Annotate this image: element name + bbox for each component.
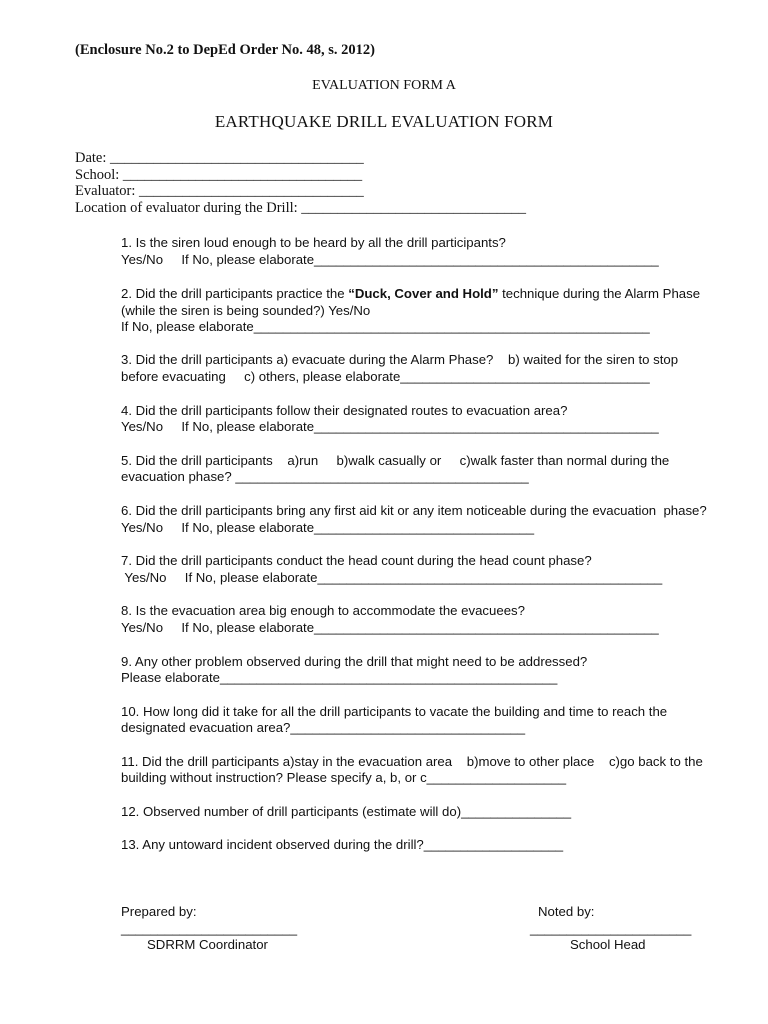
noted-role: School Head [570,937,646,952]
answer-line[interactable]: Yes/No If No, please elaborate_______________________________________________ [121,570,663,585]
location-field[interactable]: Location of evaluator during the Drill: _______________________________ [75,200,527,216]
answer-line[interactable]: Yes/No If No, please elaborate_______________________________________________ [121,620,659,635]
prepared-role: SDRRM Coordinator [147,937,268,952]
enclosure-note: (Enclosure No.2 to DepEd Order No. 48, s. 2012) [75,42,375,58]
question-12[interactable]: 12. Observed number of drill participants (estimate will do)_______________ [121,804,572,819]
prepared-by-label: Prepared by: [121,904,197,919]
question-text: 3. Did the drill participants a) evacuate during the Alarm Phase? b) waited for the siren to stop [121,352,679,367]
question-text-part: technique during the Alarm Phase [498,286,701,301]
duck-cover-hold-emphasis: “Duck, Cover and Hold” [348,286,499,301]
question-text: 10. How long did it take for all the drill participants to vacate the building and time to reach the [121,704,668,719]
prepared-signature-line[interactable]: ________________________ [121,921,298,936]
answer-line[interactable]: Please elaborate______________________________________________ [121,670,558,685]
form-label: EVALUATION FORM A [312,78,456,93]
question-text [121,285,700,302]
date-field[interactable]: Date: ___________________________________ [75,150,364,166]
answer-line[interactable]: designated evacuation area?________________________________ [121,720,526,735]
answer-line[interactable]: before evacuating c) others, please elaborate__________________________________ [121,369,650,384]
noted-by-label: Noted by: [538,904,595,919]
question-text: 6. Did the drill participants bring any first aid kit or any item noticeable during the evacuation phase? [121,503,707,518]
question-text-part: 2. Did the drill participants practice the [121,286,349,301]
answer-line[interactable]: Yes/No If No, please elaborate_______________________________________________ [121,252,659,267]
evaluator-field[interactable]: Evaluator: _______________________________ [75,183,364,199]
question-text: 7. Did the drill participants conduct the head count during the head count phase? [121,553,592,568]
question-text: 4. Did the drill participants follow their designated routes to evacuation area? [121,403,568,418]
form-title: EARTHQUAKE DRILL EVALUATION FORM [214,112,554,131]
answer-line[interactable]: building without instruction? Please specify a, b, or c___________________ [121,770,567,785]
question-text: 8. Is the evacuation area big enough to accommodate the evacuees? [121,603,525,618]
noted-signature-line[interactable]: ______________________ [530,921,692,936]
question-text: 5. Did the drill participants a)run b)walk casually or c)walk faster than normal during the [121,453,670,468]
question-text: 1. Is the siren loud enough to be heard by all the drill participants? [121,235,506,250]
answer-line[interactable]: If No, please elaborate______________________________________________________ [121,319,650,334]
question-text: 11. Did the drill participants a)stay in the evacuation area b)move to other place c)go back to the [121,754,703,769]
question-text: (while the siren is being sounded?) Yes/No [121,303,371,318]
answer-line[interactable]: Yes/No If No, please elaborate_______________________________________________ [121,419,659,434]
question-text: 9. Any other problem observed during the drill that might need to be addressed? [121,654,588,669]
school-field[interactable]: School: _________________________________ [75,167,363,183]
answer-line[interactable]: evacuation phase? ________________________________________ [121,469,529,484]
question-13[interactable]: 13. Any untoward incident observed during the drill?___________________ [121,837,564,852]
answer-line[interactable]: Yes/No If No, please elaborate______________________________ [121,520,535,535]
